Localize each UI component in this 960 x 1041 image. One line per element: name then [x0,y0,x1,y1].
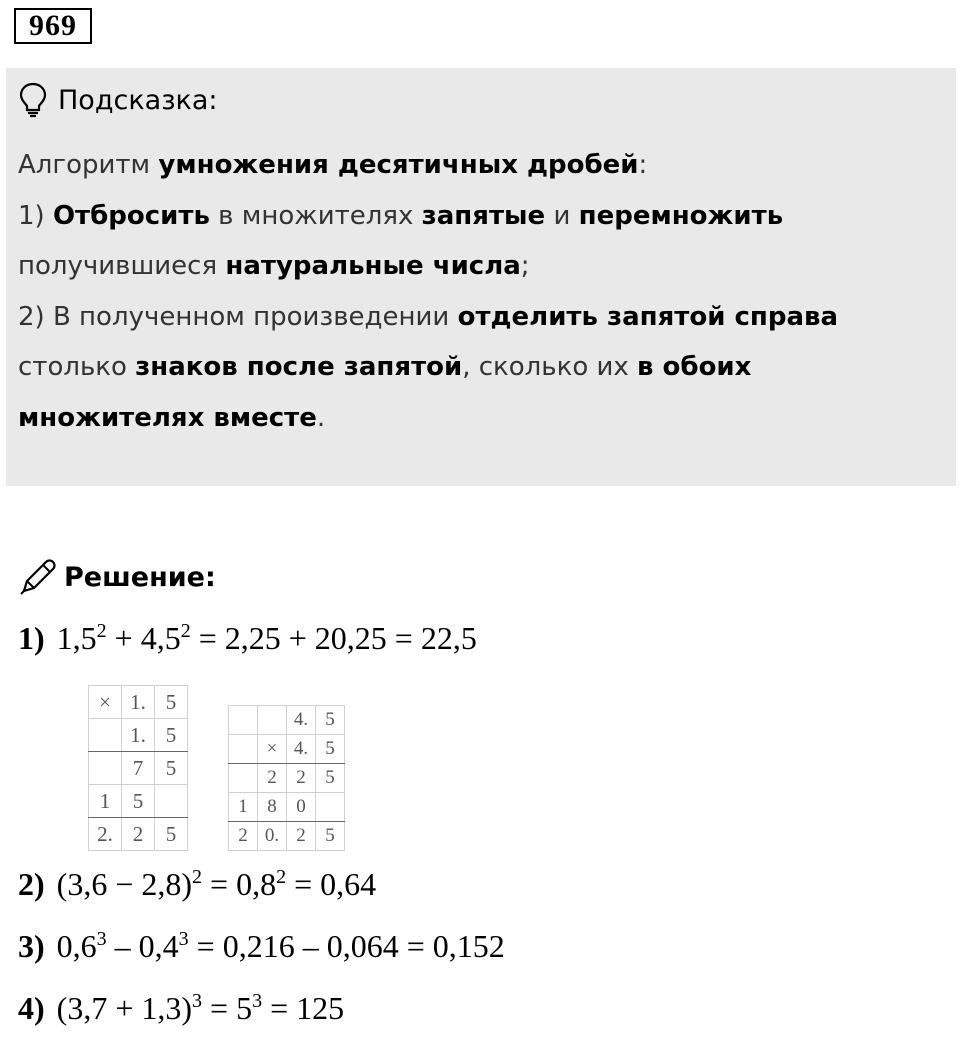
hint-bold-term: множителях вместе [18,402,317,433]
grid-cell: 1 [229,793,258,822]
hint-text-segment: получившиеся [18,251,226,281]
grid-cell [155,785,188,818]
equation-text: (3,6 − 2,8) [56,866,193,902]
exponent: 2 [276,866,287,888]
grid-cell: 1. [122,686,155,719]
equation-4 [18,990,344,1027]
grid-cell: 0 [287,793,316,822]
hint-text-segment: , сколько их [462,352,638,382]
hint-line [18,342,938,393]
equation-text: 1,5 [56,620,97,656]
hint-bold-term: умножения десятичных дробей [158,150,639,180]
equation-number: 4) [18,990,45,1026]
equation-text: = 5 [202,990,253,1026]
hint-text-segment: и [545,200,579,231]
hint-bold-term: натуральные числа [225,251,521,281]
hint-text-segment: : [638,150,648,180]
grid-cell: 5 [155,686,188,719]
hint-bold-term: отделить запятой справа [457,301,839,332]
grid-cell: 5 [316,706,345,735]
hint-bold-term: Отбросить [52,200,210,231]
hint-text-segment: столько [18,352,136,382]
grid-cell: × [258,735,287,764]
equation-text: = 2,25 + 20,25 = 22,5 [190,620,477,656]
hint-text-segment: Алгоритм [18,150,159,180]
equation-3 [18,928,505,965]
equation-number: 2) [18,866,45,902]
grid-cell: 2 [122,818,155,851]
grid-cell: 2 [287,764,316,793]
hint-bold-term: в обоих [637,352,752,382]
hint-title: Подсказка: [58,84,218,116]
exponent: 2 [192,866,203,888]
solution-title: Решение: [64,561,216,593]
grid-cell: 2 [287,822,316,851]
exponent: 3 [178,928,189,950]
equation-1 [18,620,477,657]
hint-text-segment: 2) В полученном произведении [18,301,458,332]
grid-row [89,818,188,851]
grid-cell: 5 [316,822,345,851]
grid-row [229,764,345,793]
hint-text-segment: 1) [18,200,53,231]
equation-2 [18,866,376,903]
grid-cell: 7 [122,752,155,785]
equation-number: 3) [18,928,45,964]
equation-text: + 4,5 [106,620,181,656]
grid-cell: 5 [155,752,188,785]
lightbulb-icon [18,82,48,118]
hint-bold-term: знаков после запятой [135,352,463,382]
grid-cell: 2 [229,822,258,851]
grid-cell: 2 [258,764,287,793]
hint-text-segment: ; [520,251,530,281]
hint-line [18,393,938,444]
hint-line [18,191,938,242]
grid-cell [316,793,345,822]
exponent: 2 [96,620,107,642]
grid-cell: 8 [258,793,287,822]
hint-text-segment: . [316,402,326,433]
exponent: 2 [180,620,191,642]
grid-cell [229,706,258,735]
hint-line [18,140,938,191]
grid-row [89,785,188,818]
grid-row [229,793,345,822]
task-number: 969 [14,8,92,44]
exponent: 3 [192,990,203,1012]
grid-row [229,822,345,851]
grid-cell: × [89,686,122,719]
hint-line [18,241,938,292]
hint-bold-term: перемножить [578,200,784,231]
grid-cell [229,764,258,793]
grid-cell: 0. [258,822,287,851]
grid-cell: 2. [89,818,122,851]
grid-cell: 5 [122,785,155,818]
exponent: 3 [96,928,107,950]
multiplication-grid-1 [88,685,188,851]
exponent: 3 [252,990,263,1012]
grid-cell: 5 [316,764,345,793]
hint-text-segment: в множителях [209,200,422,231]
hint-bold-term: запятые [421,200,546,231]
hint-line [18,292,938,343]
solution-header [18,556,216,598]
grid-row [89,686,188,719]
grid-cell: 5 [155,818,188,851]
hint-text [18,140,938,443]
grid-cell: 1. [122,719,155,752]
pencil-icon [18,557,58,597]
grid-cell: 4. [287,735,316,764]
multiplication-grid-2 [228,705,345,851]
equation-text: = 125 [262,990,345,1026]
grid-row [229,706,345,735]
grid-cell: 1 [89,785,122,818]
equation-text: – 0,4 [106,928,179,964]
grid-cell: 4. [287,706,316,735]
grid-cell [89,719,122,752]
grid-row [89,752,188,785]
equation-text: = 0,216 – 0,064 = 0,152 [188,928,505,964]
equation-text: = 0,8 [202,866,277,902]
equation-text: 0,6 [56,928,97,964]
grid-row [89,719,188,752]
grid-row [229,735,345,764]
equation-text: (3,7 + 1,3) [56,990,193,1026]
equation-text: = 0,64 [286,866,377,902]
grid-cell [229,735,258,764]
grid-cell: 5 [155,719,188,752]
grid-cell [258,706,287,735]
grid-cell [89,752,122,785]
equation-number: 1) [18,620,45,656]
hint-header [18,80,218,120]
grid-cell: 5 [316,735,345,764]
